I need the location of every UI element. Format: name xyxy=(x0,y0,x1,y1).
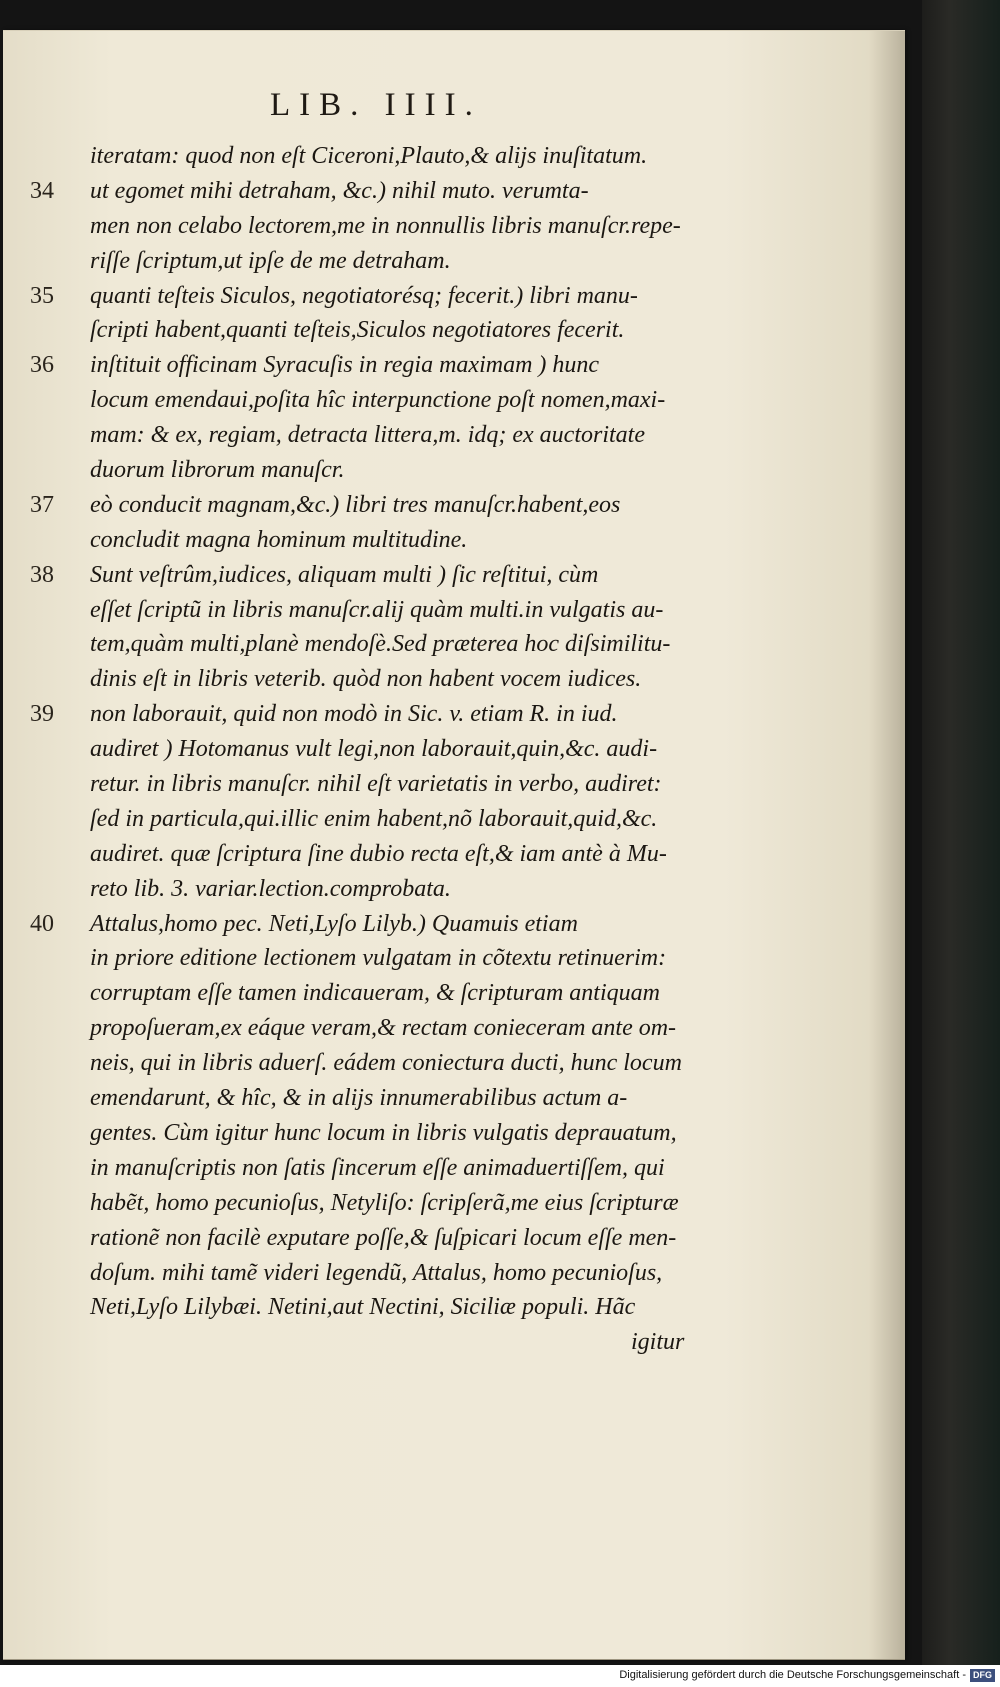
body-text xyxy=(30,139,750,1360)
text-line xyxy=(30,1290,750,1325)
line-text: dinis eſt in libris veterib. quòd non habent vocem iudices. xyxy=(90,666,642,693)
text-line xyxy=(30,732,750,767)
text-line xyxy=(30,453,750,488)
line-text: rationẽ non facilè exputare poſſe,& ſuſpicari locum eſſe men- xyxy=(90,1224,677,1251)
line-text: audiret. quæ ſcriptura ſine dubio recta eſt,& iam antè à Mu- xyxy=(90,840,667,867)
text-line xyxy=(30,1081,750,1116)
text-line xyxy=(30,523,750,558)
line-text: men non celabo lectorem,me in nonnullis libris manuſcr.repe- xyxy=(90,212,681,239)
text-line xyxy=(30,872,750,907)
line-text: locum emendaui,poſita hîc interpunctione poſt nomen,maxi- xyxy=(90,387,666,414)
text-line xyxy=(30,593,750,628)
text-line xyxy=(30,383,750,418)
text-line xyxy=(30,941,750,976)
line-text: quanti teſteis Siculos, negotiatorésq; fecerit.) libri manu- xyxy=(90,282,638,309)
book-edge-background xyxy=(922,0,1000,1665)
line-text: Attalus,homo pec. Neti,Lyſo Lilyb.) Quamuis etiam xyxy=(90,910,578,937)
text-line xyxy=(30,348,750,383)
book-page xyxy=(3,30,905,1660)
line-text: audiret ) Hotomanus vult legi,non laborauit,quin,&c. audi- xyxy=(90,736,658,763)
line-text: reto lib. 3. variar.lection.comprobata. xyxy=(90,875,451,902)
line-text: mam: & ex, regiam, detracta littera,m. idq; ex auctoritate xyxy=(90,422,645,449)
section-number: 36 xyxy=(30,352,54,379)
line-text: eſſet ſcriptũ in libris manuſcr.alij quàm multi.in vulgatis au- xyxy=(90,596,664,623)
line-text: in priore editione lectionem vulgatam in cõtextu retinuerim: xyxy=(90,945,667,972)
line-text: inſtituit officinam Syracuſis in regia maximam ) hunc xyxy=(90,352,600,379)
line-text: retur. in libris manuſcr. nihil eſt varietatis in verbo, audiret: xyxy=(90,771,662,798)
text-line xyxy=(30,1116,750,1151)
text-line xyxy=(30,488,750,523)
dfg-logo-icon: DFG xyxy=(970,1669,995,1682)
text-line xyxy=(30,174,750,209)
line-text: duorum librorum manuſcr. xyxy=(90,457,345,484)
line-text: ut egomet mihi detraham, &c.) nihil muto. verumta- xyxy=(90,177,589,204)
line-text: ſed in particula,qui.illic enim habent,nõ laborauit,quid,&c. xyxy=(90,805,658,832)
text-line xyxy=(30,697,750,732)
line-text: corruptam eſſe tamen indicaueram, & ſcripturam antiquam xyxy=(90,980,660,1007)
line-text: Neti,Lyſo Lilybæi. Netini,aut Nectini, Siciliæ populi. Hãc xyxy=(90,1294,636,1321)
line-text: tem,quàm multi,planè mendoſè.Sed præterea hoc diſsimilitu- xyxy=(90,631,671,658)
text-line xyxy=(30,907,750,942)
text-line xyxy=(30,1046,750,1081)
text-line xyxy=(30,837,750,872)
section-number: 39 xyxy=(30,701,54,728)
line-text: concludit magna hominum multitudine. xyxy=(90,526,468,553)
line-text: in manuſcriptis non ſatis ſincerum eſſe animaduertiſſem, qui xyxy=(90,1154,665,1181)
line-text: Sunt veſtrûm,iudices, aliquam multi ) ſic reſtitui, cùm xyxy=(90,561,599,588)
footer-bar xyxy=(0,1665,1000,1687)
catchword: igitur xyxy=(631,1329,685,1356)
line-text: ſcripti habent,quanti teſteis,Siculos negotiatores fecerit. xyxy=(90,317,625,344)
text-line xyxy=(30,802,750,837)
line-text: gentes. Cùm igitur hunc locum in libris vulgatis deprauatum, xyxy=(90,1119,677,1146)
text-line xyxy=(30,313,750,348)
text-line xyxy=(30,627,750,662)
text-line xyxy=(30,767,750,802)
text-line xyxy=(30,1221,750,1256)
text-line xyxy=(30,558,750,593)
running-head: LIB. IIII. xyxy=(270,87,482,123)
section-number: 35 xyxy=(30,282,54,309)
text-line xyxy=(30,662,750,697)
text-line xyxy=(30,976,750,1011)
line-text: doſum. mihi tamẽ videri legendũ, Attalus, homo pecunioſus, xyxy=(90,1259,663,1286)
line-text: neis, qui in libris aduerſ. eádem coniectura ducti, hunc locum xyxy=(90,1050,682,1077)
section-number: 34 xyxy=(30,177,54,204)
text-line xyxy=(30,1151,750,1186)
text-line xyxy=(30,139,750,174)
text-line xyxy=(30,1011,750,1046)
text-line xyxy=(30,244,750,279)
line-text: emendarunt, & hîc, & in alijs innumerabilibus actum a- xyxy=(90,1085,628,1112)
text-line xyxy=(30,279,750,314)
line-text: habẽt, homo pecunioſus, Netyliſo: ſcripſerã,me eius ſcripturæ xyxy=(90,1189,679,1216)
line-text: riſſe ſcriptum,ut ipſe de me detraham. xyxy=(90,247,451,274)
section-number: 37 xyxy=(30,491,54,518)
text-line xyxy=(30,1186,750,1221)
text-line xyxy=(30,1256,750,1291)
line-text: eò conducit magnam,&c.) libri tres manuſcr.habent,eos xyxy=(90,491,621,518)
line-text: non laborauit, quid non modò in Sic. v. etiam R. in iud. xyxy=(90,701,618,728)
line-text: propoſueram,ex eáque veram,& rectam conieceram ante om- xyxy=(90,1015,677,1042)
text-line xyxy=(30,418,750,453)
section-number: 38 xyxy=(30,561,54,588)
footer-credit: Digitalisierung gefördert durch die Deutsche Forschungsgemeinschaft - xyxy=(619,1669,966,1681)
line-text: iteratam: quod non eſt Ciceroni,Plauto,& alijs inuſitatum. xyxy=(90,143,648,169)
section-number: 40 xyxy=(30,910,54,937)
text-line xyxy=(30,209,750,244)
